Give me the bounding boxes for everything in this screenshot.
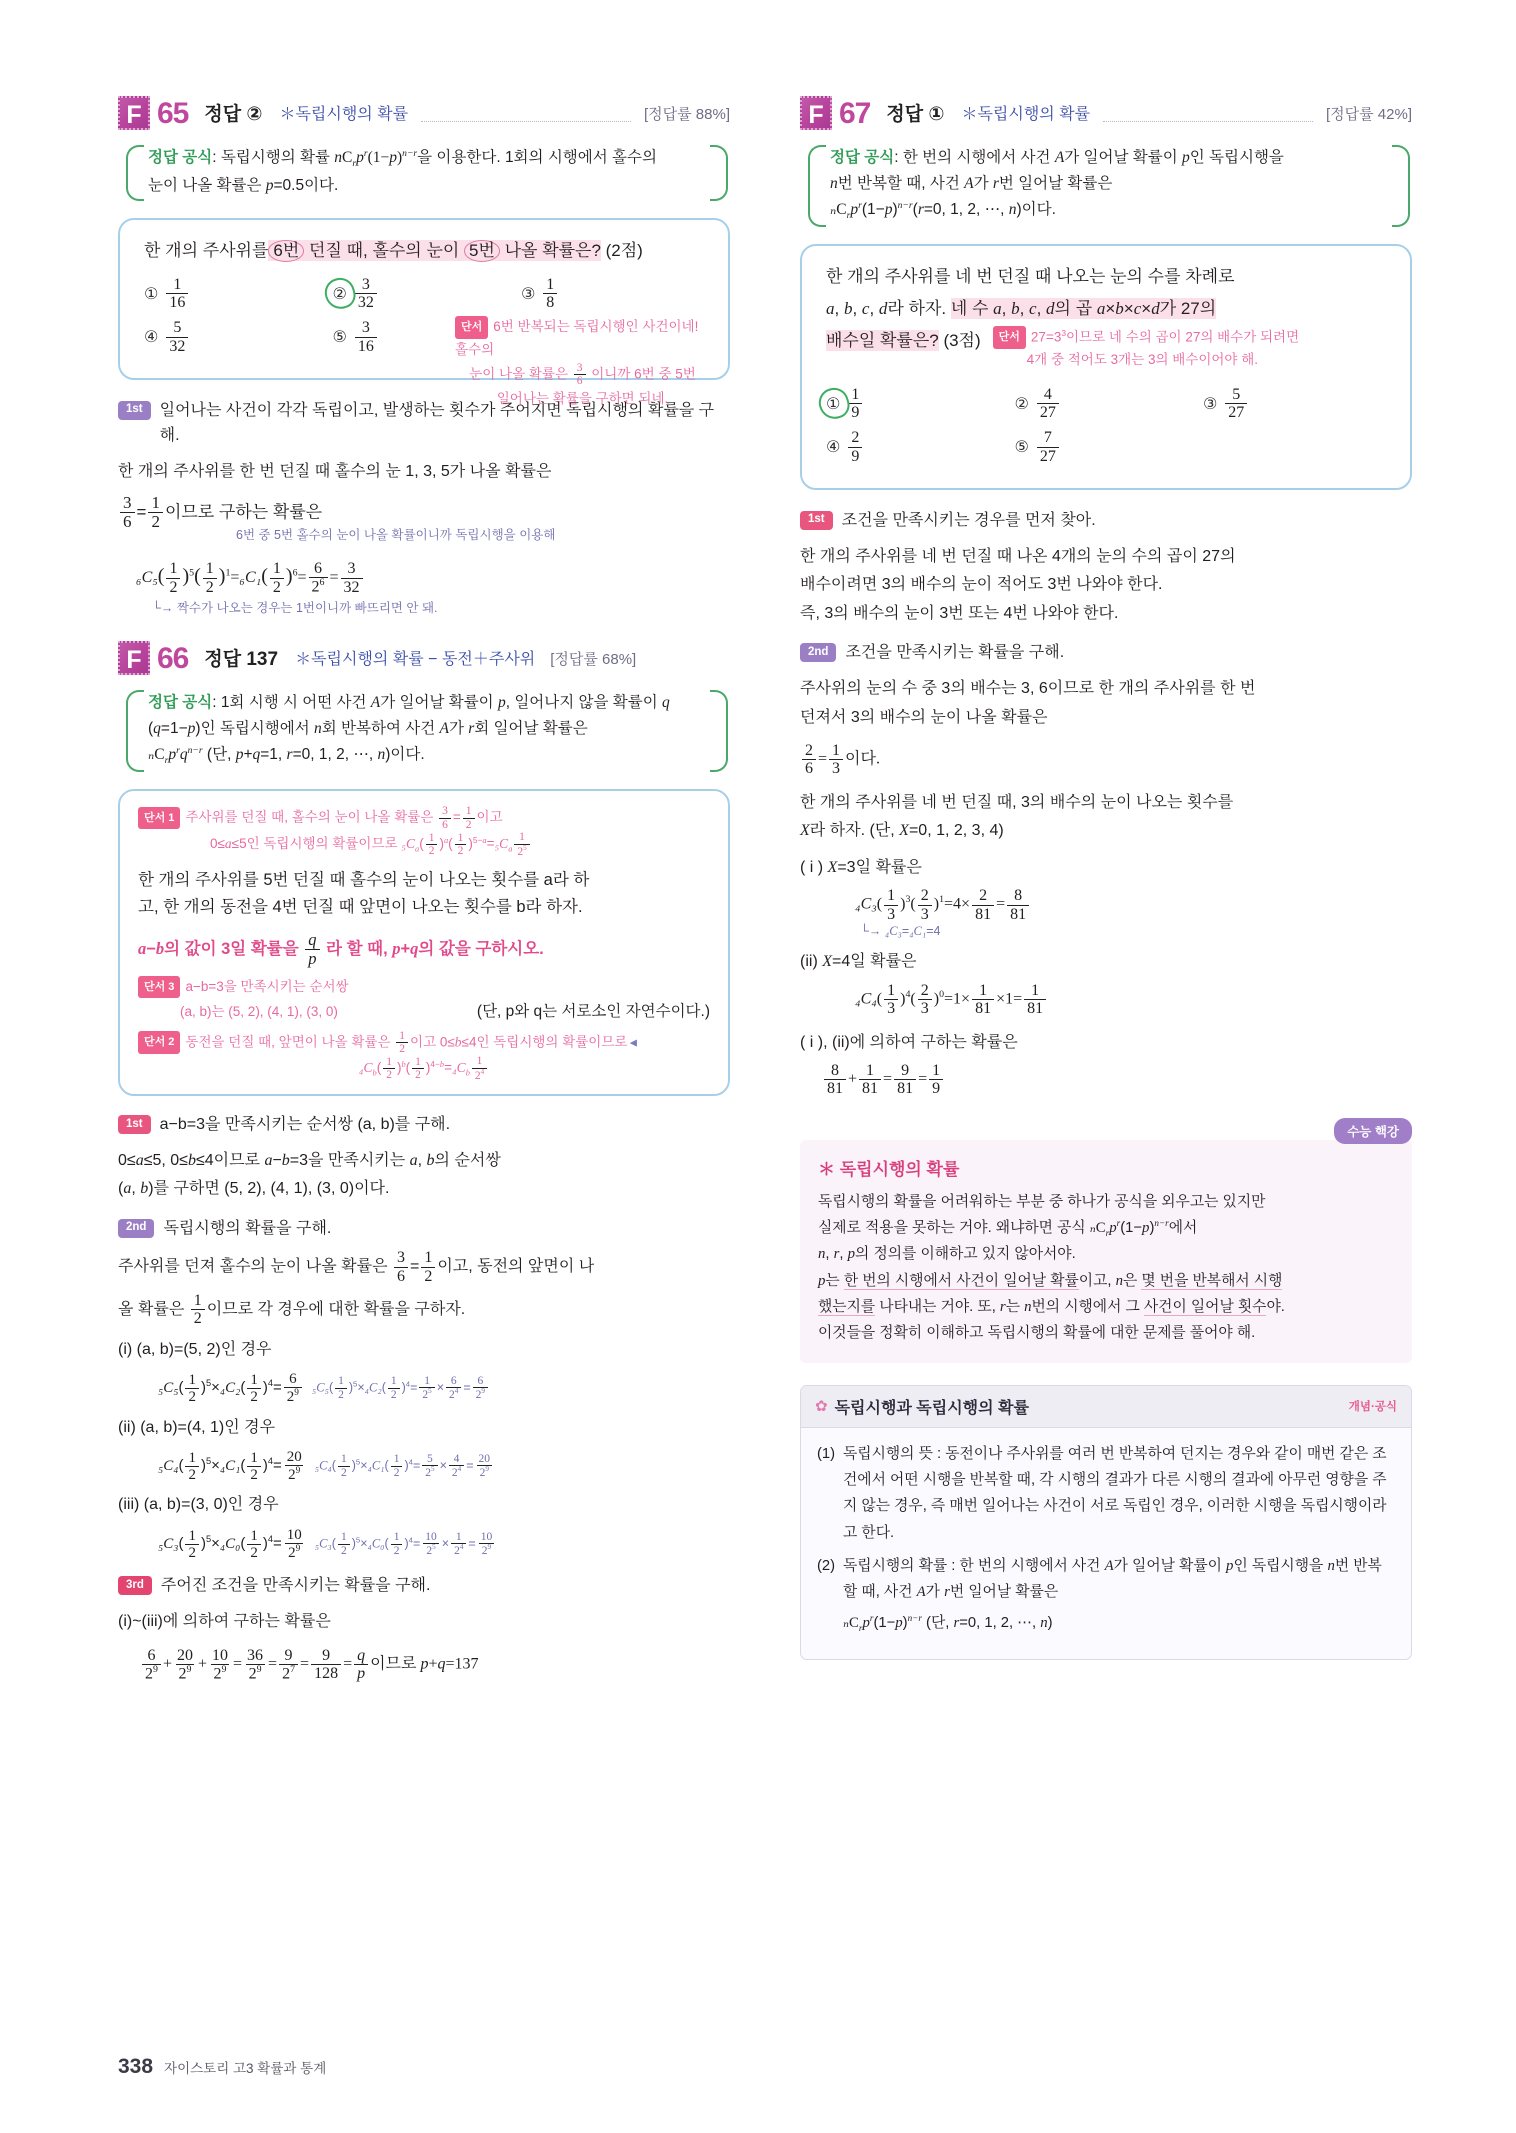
concept-item-number: (1) — [817, 1445, 836, 1462]
step-chip: 2nd — [800, 643, 836, 662]
choice-marker: ③ — [1202, 395, 1218, 413]
case-equation: ₄C₃( $\frac{1}{3}$ )$^3$( $\frac{2}{3}$ )$^1$=4× $\frac{2}{81}$ = $\frac{8}{81}$ — [855, 887, 1412, 923]
question-line-with-hint — [826, 326, 1392, 372]
haekgang-box — [800, 1140, 1412, 1363]
solution-line: X라 하자. (단, X=0, 1, 2, 3, 4) — [800, 822, 1004, 840]
solution-line: 한 개의 주사위를 네 번 던질 때, 3의 배수의 눈이 나오는 횟수를 — [800, 793, 1234, 811]
flower-icon: ✿ — [815, 1398, 828, 1416]
choice-marker-selected: ② — [332, 285, 347, 303]
hint-3-row — [138, 999, 710, 1024]
hint-block-65 — [455, 316, 710, 411]
concept-box — [800, 1385, 1412, 1660]
choice-row — [826, 429, 1392, 465]
question-line: 한 개의 주사위를 5번 던질 때 홀수의 눈이 나오는 횟수를 a라 하 — [138, 870, 590, 889]
case-note: └→ ₄C₃=₄C₁=4 — [860, 923, 941, 938]
formula-line: 눈이 나올 확률은 p=0.5이다. — [148, 176, 339, 194]
hint-text: a−b=3을 만족시키는 순서쌍 — [185, 978, 349, 994]
problem-badge-icon: F — [118, 641, 150, 675]
formula-line: n번 반복할 때, 사건 A가 r번 일어날 확률은 — [830, 175, 1113, 193]
case-equation-row: ₅C₄( $\frac{1}{2}$ )$^5$×₄C₁( $\frac{1}{2}$ )$^4$= $\frac{20}{2^9}$ ₅C₄( $\frac{1}{2}$ )$^5$×₄C₁( $\frac{1}{2}$ )$^4$= $\frac{5}{2^5}$ × $\frac{4}{2^4}$ = $\frac{20}{2^9}$ — [158, 1449, 730, 1483]
choice-item[interactable]: ② $\frac{4}{27}$ — [1014, 386, 1202, 422]
formula-hint-box-67 — [806, 143, 1412, 229]
case-equation-row: ₅C₅( $\frac{1}{2}$ )$^5$×₄C₂( $\frac{1}{2}$ )$^4$= $\frac{6}{2^9}$ ₅C₅( $\frac{1}{2}$ )$^5$×₄C₂( $\frac{1}{2}$ )$^4$= $\frac{1}{2^5}$ × $\frac{6}{2^4}$ = $\frac{6}{2^9}$ — [158, 1371, 730, 1405]
step-text: 조건을 만족시키는 경우를 먼저 찾아. — [841, 511, 1096, 529]
step-chip: 1st — [118, 1115, 151, 1134]
solution-line: 주사위의 눈의 수 중 3의 배수는 3, 6이므로 한 개의 주사위를 한 번 — [800, 679, 1256, 697]
hint-1: 단서 1 주사위를 던질 때, 홀수의 눈이 나올 확률은 $\frac{3}{6}$ = $\frac{1}{2}$ 이고 — [138, 805, 710, 831]
choice-item-selected[interactable]: ① $\frac{1}{9}$ — [826, 386, 1014, 422]
concept-item — [817, 1441, 1395, 1546]
problem-66-header — [118, 641, 730, 675]
hint-2-cont: $_4C_b$( $\frac{1}{2}$ )$^b$( $\frac{1}{2}$ )$^{4-b}=_4C_b$ $\frac{1}{2^4}$ — [138, 1055, 710, 1082]
hint-line: 4개 중 적어도 3개는 3의 배수이어야 해. — [1026, 351, 1259, 367]
case-label: ( i ) X=3일 확률은 — [800, 858, 922, 876]
haekgang-line: n, r, p의 정의를 이해하고 있지 않아서야. — [818, 1246, 1076, 1263]
solution-line: 올 확률은 $\frac{1}{2}$ 이므로 각 경우에 대한 확률을 구하자. — [118, 1292, 466, 1328]
step-2nd-67 — [800, 640, 1412, 666]
step-chip: 3rd — [118, 1576, 152, 1595]
step-3rd-66 — [118, 1573, 730, 1599]
concept-item-number: (2) — [817, 1557, 836, 1574]
formula-line: 정답 공식: 한 번의 시행에서 사건 A가 일어날 확률이 p인 독립시행을 — [830, 149, 1284, 166]
dotted-divider — [1103, 120, 1313, 122]
step-1st-67 — [800, 508, 1412, 534]
solution-note-2: └→ 짝수가 나오는 경우는 1번이니까 빠뜨리면 안 돼. — [152, 600, 438, 615]
choice-marker: ① — [144, 285, 159, 303]
problem-topic: ＊독립시행의 확률 — [279, 106, 409, 123]
solution-line: ( i ), (ii)에 의하여 구하는 확률은 — [800, 1033, 1018, 1051]
solution-fraction-line: $\frac{3}{6}$ = $\frac{1}{2}$ 이므로 구하는 확률은 — [118, 494, 730, 532]
haekgang-line: 했는지를 나타내는 거야. 또, r는 n번의 시행에서 그 사건이 일어날 횟수야. — [818, 1299, 1285, 1316]
problem-topic: ＊독립시행의 확률 — [961, 106, 1091, 123]
case-label: (iii) (a, b)=(3, 0)인 경우 — [118, 1496, 279, 1514]
concept-title: 독립시행과 독립시행의 확률 — [834, 1399, 1029, 1417]
question-line: a, b, c, d라 하자. 네 수 a, b, c, d의 곱 a×b×c×d가 27의 — [826, 298, 1217, 318]
formula-hint-box-66 — [124, 688, 730, 774]
choice-marker: ⑤ — [1014, 439, 1029, 457]
problem-answer: 정답 ② — [204, 104, 263, 125]
formula-line: (q=1−p)인 독립시행에서 n회 반복하여 사건 A가 r회 일어날 확률은 — [148, 720, 588, 738]
question-line: 한 개의 주사위를 네 번 던질 때 나오는 눈의 수를 차례로 — [826, 267, 1235, 287]
solution-equation: ₆C₅( $\frac{1}{2}$ )$^5$( $\frac{1}{2}$ )$^1$=₆C₁( $\frac{1}{2}$ )$^6$= $\frac{6}{2^6}$ = $\frac{3}{32}$ — [136, 555, 730, 597]
haekgang-line: p는 한 번의 시행에서 사건이 일어날 확률이고, n은 몇 번을 반복해서 시행 — [818, 1272, 1283, 1289]
choice-item[interactable]: ⑤ $\frac{3}{16}$ — [332, 319, 520, 355]
hint-text: 6번 반복되는 독립시행인 사건이네! 홀수의 — [455, 319, 699, 357]
page-footer — [118, 2055, 326, 2079]
step-text: a−b=3을 만족시키는 순서쌍 (a, b)를 구해. — [159, 1116, 451, 1134]
hint-text: (a, b)는 (5, 2), (4, 1), (3, 0) — [180, 1003, 338, 1019]
choice-marker: ⑤ — [332, 329, 347, 347]
case-label: (ii) (a, b)=(4, 1)인 경우 — [118, 1418, 276, 1436]
page-number: 338 — [118, 2055, 154, 2078]
problem-67 — [800, 96, 1412, 1098]
problem-67-header — [800, 96, 1412, 130]
hint-block-67 — [993, 326, 1392, 372]
question-line: 배수일 확률은? (3점) — [826, 330, 981, 350]
problem-correct-rate: [정답률 88%] — [644, 106, 730, 123]
step-1st-66 — [118, 1112, 730, 1138]
final-equation-66: $\frac{6}{2^9}$ + $\frac{20}{2^9}$ + $\frac{10}{2^9}$ = $\frac{36}{2^9}$ = $\frac{9}{2^7}$ = $\frac{9}{128}$ = $\frac{q}{p}$ 이므로 p+q=137 — [140, 1647, 730, 1683]
concept-item — [817, 1553, 1395, 1636]
problem-badge-icon: F — [118, 96, 150, 130]
concept-item-text: 독립시행의 뜻 : 동전이나 주사위를 여러 번 반복하여 던지는 경우와 같이 매번 같은 조건에서 어떤 시행을 반복할 때, 각 시행의 결과가 다른 시행의 결과에 아무런 영향을 주지 않는 경우, 즉 매번 일어나는 사건이 서로 독립인 경우, 이러한 시행을 독립시행이라고 한다. — [843, 1445, 1387, 1541]
question-constraint: (단, p와 q는 서로소인 자연수이다.) — [476, 1002, 710, 1020]
concept-header — [801, 1386, 1411, 1428]
choice-item[interactable]: ④ $\frac{2}{9}$ — [826, 429, 1014, 465]
problem-badge-icon: F — [800, 96, 832, 130]
problem-correct-rate: [정답률 42%] — [1326, 106, 1412, 123]
left-column — [118, 96, 730, 1693]
right-column — [800, 96, 1412, 1660]
solution-equation: $\frac{2}{6}$ = $\frac{1}{3}$ 이다. — [800, 742, 1412, 778]
step-2nd-66 — [118, 1216, 730, 1242]
solution-line: (a, b)를 구하면 (5, 2), (4, 1), (3, 0)이다. — [118, 1180, 390, 1198]
choice-marker: ③ — [520, 285, 536, 303]
step-chip: 1st — [118, 401, 151, 420]
hint-3 — [138, 976, 710, 999]
concept-tag: 개념·공식 — [1348, 1401, 1397, 1414]
case-label: (ii) X=4일 확률은 — [800, 953, 917, 971]
formula-line: $_nC_rp^r(1-p)^{n-r}(r=0$, 1, 2, ⋯, n)이다. — [830, 199, 1056, 222]
problem-topic: ＊독립시행의 확률 − 동전＋주사위 — [295, 651, 536, 669]
step-chip: 1st — [800, 511, 833, 530]
step-chip: 2nd — [118, 1219, 154, 1238]
solution-note: 6번 중 5번 홀수의 눈이 나올 확률이니까 독립시행을 이용해 — [236, 528, 556, 543]
hint-line: 단서 $27=3^3$이므로 네 수의 곱이 27의 배수가 되려면 — [993, 326, 1392, 349]
formula-line: $_nC_rp^rq^{n-r}$ (단, p+q=1, r=0, 1, 2, ⋯, n)이다. — [148, 745, 425, 767]
haekgang-pill: 수능 핵강 — [1334, 1118, 1412, 1144]
problem-number: 66 — [157, 642, 189, 676]
concept-body — [801, 1428, 1411, 1659]
haekgang-title: ＊ 독립시행의 확률 — [818, 1159, 960, 1179]
problem-number: 67 — [839, 97, 871, 130]
choices-67 — [826, 386, 1392, 465]
choice-item[interactable]: ③ $\frac{5}{27}$ — [1203, 386, 1391, 422]
choice-item-selected[interactable]: ② $\frac{3}{32}$ — [332, 276, 520, 312]
choice-item[interactable]: ① $\frac{1}{16}$ — [144, 276, 332, 312]
haekgang-line: 실제로 적용을 못하는 거야. 왜냐하면 공식 $_nC_rp^r(1-p)^{n-r}$에서 — [818, 1218, 1198, 1238]
choice-marker-selected: ① — [826, 395, 841, 413]
step-text: 조건을 만족시키는 확률을 구해. — [845, 644, 1065, 662]
solution-note-2-text: 짝수가 나오는 경우는 1번이니까 빠뜨리면 안 돼. — [176, 600, 438, 615]
hint-1-cont: 0≤a≤5인 독립시행의 확률이므로 $_5C_a$( $\frac{1}{2}$ )$^a$( $\frac{1}{2}$ )$^{5-a}=_5C_a$ $\frac{1}{2^5}$ — [210, 831, 710, 858]
hint-tag: 단서 1 — [138, 807, 180, 830]
hint-line — [455, 316, 710, 362]
step-text: 독립시행의 확률을 구해. — [163, 1219, 332, 1237]
choice-row — [144, 276, 710, 312]
haekgang-line: 독립시행의 확률을 어려워하는 부분 중 하나가 공식을 외우고는 있지만 — [818, 1193, 1266, 1210]
solution-line: 한 개의 주사위를 한 번 던질 때 홀수의 눈 1, 3, 5가 나올 확률은 — [118, 463, 552, 480]
case-note: ₅C₄( $\frac{1}{2}$ )$^5$×₄C₁( $\frac{1}{2}$ )$^4$= $\frac{5}{2^5}$ × $\frac{4}{2^4}$ = $\frac{20}{2^9}$ — [314, 1452, 490, 1480]
choice-marker: ④ — [144, 329, 159, 347]
case-note: ₅C₃( $\frac{1}{2}$ )$^5$×₄C₀( $\frac{1}{2}$ )$^4$= $\frac{10}{2^5}$ × $\frac{1}{2^4}$ = $\frac{10}{2^9}$ — [314, 1530, 493, 1558]
solution-line: 던져서 3의 배수의 눈이 나올 확률은 — [800, 708, 1048, 726]
solution-line: 한 개의 주사위를 네 번 던질 때 나온 4개의 눈의 수의 곱이 27의 — [800, 547, 1236, 565]
problem-number: 65 — [157, 97, 189, 130]
dotted-divider — [421, 120, 631, 122]
formula-line: 정답 공식: 1회 시행 시 어떤 사건 A가 일어날 확률이 p, 일어나지 않을 확률이 q — [148, 694, 670, 712]
problem-66 — [118, 641, 730, 1682]
problem-answer: 정답 137 — [204, 649, 279, 671]
question-card-67 — [800, 244, 1412, 490]
question-text: 한 개의 주사위를 6번 던질 때, 홀수의 눈이 5번 나올 확률은? (2점) — [144, 241, 643, 260]
question-line: a−b의 값이 3일 확률을 $\frac{q}{p}$ 라 할 때, p+q의 값을 구하시오. — [138, 930, 544, 968]
problem-answer: 정답 ① — [886, 104, 945, 125]
step-text: 주어진 조건을 만족시키는 확률을 구해. — [160, 1577, 431, 1595]
choice-marker: ② — [1014, 395, 1029, 413]
footer-title: 자이스토리 고3 확률과 통계 — [164, 2061, 327, 2076]
solution-line: (i)~(iii)에 의하여 구하는 확률은 — [118, 1613, 331, 1631]
question-card-65 — [118, 218, 730, 406]
case-note: ₅C₅( $\frac{1}{2}$ )$^5$×₄C₂( $\frac{1}{2}$ )$^4$= $\frac{1}{2^5}$ × $\frac{6}{2^4}$ = $\frac{6}{2^9}$ — [312, 1375, 490, 1402]
hint-tag: 단서 2 — [138, 1031, 180, 1054]
solution-line: 배수이려면 3의 배수의 눈이 적어도 3번 나와야 한다. — [800, 576, 1163, 594]
question-line: 고, 한 개의 동전을 4번 던질 때 앞면이 나오는 횟수를 b라 하자. — [138, 898, 583, 917]
case-label: (i) (a, b)=(5, 2)인 경우 — [118, 1340, 272, 1358]
choice-row — [826, 386, 1392, 422]
haekgang-line: 이것들을 정확히 이해하고 독립시행의 확률에 대한 문제를 풀어야 해. — [818, 1325, 1256, 1342]
concept-item-text: 독립시행의 확률 : 한 번의 시행에서 사건 A가 일어날 확률이 p인 독립시행을 n번 반복할 때, 사건 A가 r번 일어날 확률은 $_nC_rp^r(1-p)^{n-r}$ (단, r=0, 1, 2, ⋯, n) — [843, 1557, 1382, 1633]
solution-line: 주사위를 던져 홀수의 눈이 나올 확률은 $\frac{3}{6}$ = $\frac{1}{2}$ 이고, 동전의 앞면이 나 — [118, 1249, 595, 1285]
case-equation: ₄C₄( $\frac{1}{3}$ )$^4$( $\frac{2}{3}$ )$^0$=1× $\frac{1}{81}$ ×1= $\frac{1}{81}$ — [855, 982, 1412, 1018]
hint-tag: 단서 — [455, 316, 488, 339]
formula-hint-box-65 — [124, 143, 730, 203]
problem-correct-rate: [정답률 68%] — [550, 651, 637, 669]
problem-65-header — [118, 96, 730, 130]
choice-item[interactable]: ④ $\frac{5}{32}$ — [144, 319, 332, 355]
question-card-66 — [118, 789, 730, 1096]
hint-tag: 단서 — [993, 326, 1026, 349]
choice-item[interactable]: ③ $\frac{1}{8}$ — [521, 276, 709, 312]
choice-item[interactable]: ⑤ $\frac{7}{27}$ — [1014, 429, 1202, 465]
solution-line: 즉, 3의 배수의 눈이 3번 또는 4번 나와야 한다. — [800, 604, 1119, 622]
problem-65 — [118, 96, 730, 617]
hint-line: 일어나는 확률을 구하면 되네. — [496, 390, 669, 406]
solution-line: 0≤a≤5, 0≤b≤4이므로 a−b=3을 만족시키는 a, b의 순서쌍 — [118, 1151, 501, 1169]
case-equation-row: ₅C₃( $\frac{1}{2}$ )$^5$×₄C₀( $\frac{1}{2}$ )$^4$= $\frac{10}{2^9}$ ₅C₃( $\frac{1}{2}$ )$^5$×₄C₀( $\frac{1}{2}$ )$^4$= $\frac{10}{2^5}$ × $\frac{1}{2^4}$ = $\frac{10}{2^9}$ — [158, 1527, 730, 1561]
choice-marker: ④ — [826, 439, 841, 457]
formula-line: 정답 공식: 독립시행의 확률 $nC_rp^r(1-p)^{n-r}$을 이용한다. 1회의 시행에서 홀수의 — [148, 147, 657, 170]
final-equation-67: $\frac{8}{81}$ + $\frac{1}{81}$ = $\frac{9}{81}$ = $\frac{1}{9}$ — [822, 1062, 1412, 1098]
step-text: 일어나는 사건이 각각 독립이고, 발생하는 횟수가 주어지면 독립시행의 확률을 구해. — [159, 401, 715, 445]
hint-2: 단서 2 동전을 던질 때, 앞면이 나올 확률은 $\frac{1}{2}$ 이고 0≤b≤4인 독립시행의 확률이므로◄ — [138, 1030, 710, 1056]
haekgang-section — [800, 1118, 1412, 1363]
hint-line: 눈이 나올 확률은 $\frac{3}{6}$ 이니까 6번 중 5번 — [469, 361, 696, 388]
hint-tag: 단서 3 — [138, 976, 180, 999]
